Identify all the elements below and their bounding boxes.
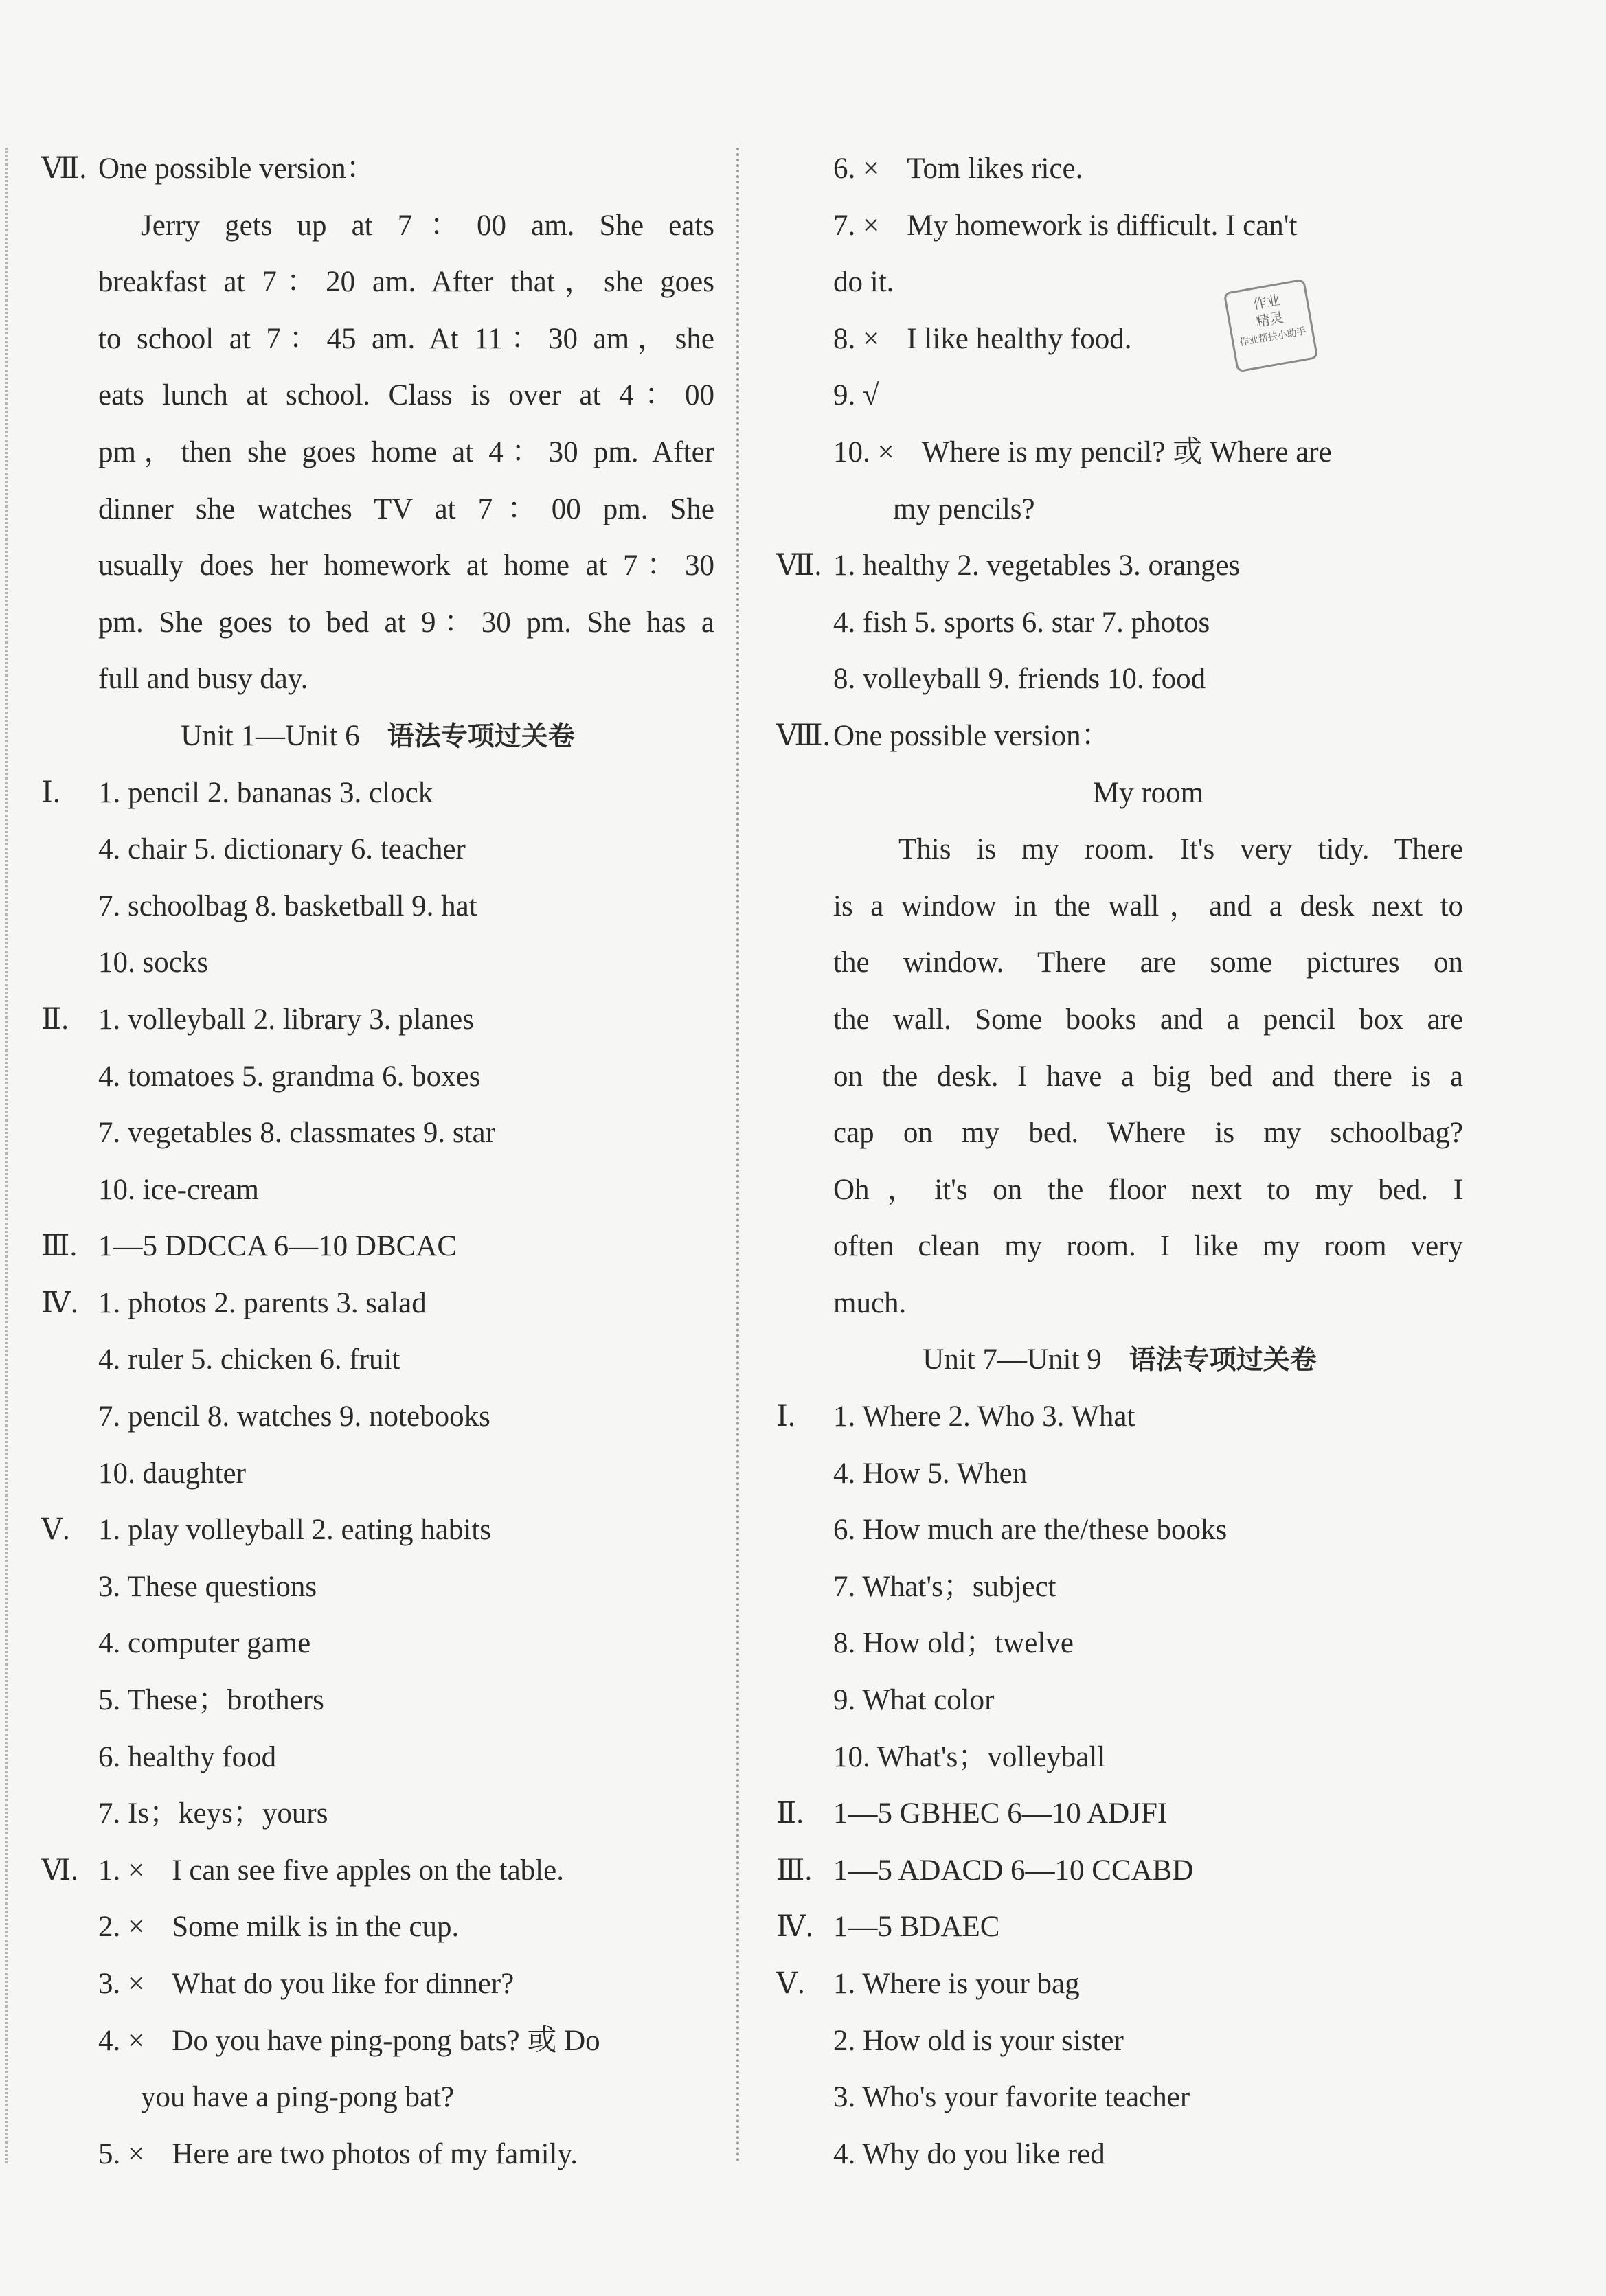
section-marker: Ⅴ. — [41, 1514, 70, 1547]
section-marker: Ⅱ. — [41, 1003, 69, 1036]
unit-heading: Unit 1—Unit 6 语法专项过关卷 — [181, 719, 575, 752]
answer-line: Ⅲ. 1—5 DDCCA 6—10 DBCAC — [41, 1218, 714, 1275]
section-marker: Ⅵ. — [41, 1854, 79, 1887]
answer-line: 4. How 5. When — [833, 1457, 1028, 1490]
answer-line: Ⅲ. 1—5 ADACD 6—10 CCABD — [776, 1843, 1463, 1900]
answer-line: 4. × Do you have ping-pong bats? 或 Do — [98, 2024, 600, 2057]
section-marker: Ⅰ. — [41, 776, 60, 809]
essay-line: This is my room. It's very tidy. There — [898, 833, 1463, 866]
section-marker: Ⅲ. — [776, 1854, 813, 1887]
answer-line: 4. Why do you like red — [833, 2137, 1105, 2170]
answer-line: do it. — [833, 266, 894, 299]
section-marker: Ⅶ. — [41, 152, 87, 185]
essay-line: to school at 7：45 am. At 11：30 am，she — [98, 322, 714, 355]
answer-line: 4. chair 5. dictionary 6. teacher — [98, 833, 466, 866]
section-marker: Ⅴ. — [776, 1968, 805, 2000]
essay-line: much. — [833, 1286, 907, 1319]
answer-line: my pencils? — [893, 492, 1035, 525]
answer-line: 8. How old；twelve — [833, 1627, 1074, 1660]
answer-line: 7. Is；keys；yours — [98, 1797, 328, 1830]
essay-line: is a window in the wall，and a desk next to — [833, 889, 1463, 922]
essay-line: Oh，it's on the floor next to my bed. I — [833, 1173, 1463, 1206]
essay-title: My room — [1092, 776, 1204, 809]
answer-line: 9. What color — [833, 1684, 995, 1717]
answer-line: 10. × Where is my pencil? 或 Where are — [833, 435, 1332, 468]
section-marker: Ⅲ. — [41, 1230, 78, 1263]
answer-line: 4. computer game — [98, 1627, 311, 1660]
unit-heading: Unit 7—Unit 9 语法专项过关卷 — [923, 1343, 1317, 1376]
answer-line: 7. vegetables 8. classmates 9. star — [98, 1117, 495, 1150]
section-8-intro: Ⅷ. One possible version： — [776, 708, 1463, 765]
answer-line: Ⅳ. 1. photos 2. parents 3. salad — [41, 1275, 714, 1332]
column-divider — [736, 148, 739, 2163]
essay-line: often clean my room. I like my room very — [833, 1230, 1463, 1263]
section-marker: Ⅳ. — [776, 1911, 813, 1944]
essay-line: eats lunch at school. Class is over at 4：00 — [98, 379, 714, 412]
answer-line: Ⅱ. 1. volleyball 2. library 3. planes — [41, 992, 714, 1049]
answer-line: Ⅱ. 1—5 GBHEC 6—10 ADJFI — [776, 1786, 1463, 1843]
section-marker: Ⅶ. — [776, 549, 822, 582]
essay-line: breakfast at 7：20 am. After that，she goes — [98, 266, 714, 299]
answer-line: 3. Who's your favorite teacher — [833, 2081, 1190, 2114]
answer-line: 10. What's；volleyball — [833, 1740, 1106, 1773]
essay-line: on the desk. I have a big bed and there is a — [833, 1060, 1463, 1093]
answer-line: 7. × My homework is difficult. I can't — [833, 209, 1298, 242]
answer-line: 4. tomatoes 5. grandma 6. boxes — [98, 1060, 481, 1093]
answer-line: Ⅳ. 1—5 BDAEC — [776, 1899, 1463, 1956]
answer-line: 10. daughter — [98, 1457, 246, 1490]
answer-line: 5. These；brothers — [98, 1684, 324, 1717]
essay-line: pm. She goes to bed at 9：30 pm. She has a — [98, 606, 714, 639]
answer-line: Ⅵ. 1. × I can see five apples on the table. — [41, 1843, 714, 1900]
section-marker: Ⅳ. — [41, 1286, 78, 1319]
answer-line: Ⅰ. 1. pencil 2. bananas 3. clock — [41, 765, 714, 822]
answer-line: 8. × I like healthy food. — [833, 322, 1132, 355]
section-7-intro: Ⅶ. One possible version： — [41, 141, 714, 198]
answer-line: 2. × Some milk is in the cup. — [98, 1911, 460, 1944]
essay-line: the window. There are some pictures on — [833, 946, 1463, 979]
answer-line: 10. ice-cream — [98, 1173, 259, 1206]
essay-line: cap on my bed. Where is my schoolbag? — [833, 1117, 1463, 1150]
answer-line: 2. How old is your sister — [833, 2024, 1124, 2057]
answer-line: 6. healthy food — [98, 1740, 277, 1773]
essay-line: usually does her homework at home at 7：30 — [98, 549, 714, 582]
left-column — [41, 141, 714, 2183]
answer-line: 7. schoolbag 8. basketball 9. hat — [98, 889, 477, 922]
section-marker: Ⅱ. — [776, 1797, 804, 1830]
answer-line: 4. ruler 5. chicken 6. fruit — [98, 1343, 400, 1376]
answer-line: 7. pencil 8. watches 9. notebooks — [98, 1400, 490, 1433]
answer-line: Ⅴ. 1. Where is your bag — [776, 1956, 1463, 2013]
section-marker: Ⅰ. — [776, 1400, 795, 1433]
answer-line: 3. × What do you like for dinner? — [98, 1968, 514, 2000]
answer-line: 8. volleyball 9. friends 10. food — [833, 663, 1206, 696]
answer-line: you have a ping-pong bat? — [141, 2081, 455, 2114]
answer-line: 4. fish 5. sports 6. star 7. photos — [833, 606, 1210, 639]
answer-line: 6. × Tom likes rice. — [833, 152, 1083, 185]
right-column — [776, 141, 1463, 2183]
answer-line: 9. √ — [833, 379, 879, 412]
answer-line: 5. × Here are two photos of my family. — [98, 2137, 578, 2170]
essay-line: the wall. Some books and a pencil box are — [833, 1003, 1463, 1036]
stamp-logo: 作业 精灵 作业帮扶小助手 — [1223, 278, 1319, 372]
essay-line: dinner she watches TV at 7：00 pm. She — [98, 492, 714, 525]
answer-line: Ⅰ. 1. Where 2. Who 3. What — [776, 1389, 1463, 1446]
answer-line: Ⅶ. 1. healthy 2. vegetables 3. oranges — [776, 538, 1463, 595]
answer-line: Ⅴ. 1. play volleyball 2. eating habits — [41, 1502, 714, 1559]
essay-line: pm，then she goes home at 4：30 pm. After — [98, 435, 714, 468]
essay-line: full and busy day. — [98, 663, 308, 696]
essay-line: Jerry gets up at 7：00 am. She eats — [141, 209, 714, 242]
left-edge-rule — [5, 148, 8, 2163]
answer-line: 10. socks — [98, 946, 209, 979]
answer-line: 6. How much are the/these books — [833, 1514, 1228, 1547]
answer-line: 7. What's；subject — [833, 1570, 1056, 1603]
section-marker: Ⅷ. — [776, 719, 830, 752]
answer-line: 3. These questions — [98, 1570, 317, 1603]
